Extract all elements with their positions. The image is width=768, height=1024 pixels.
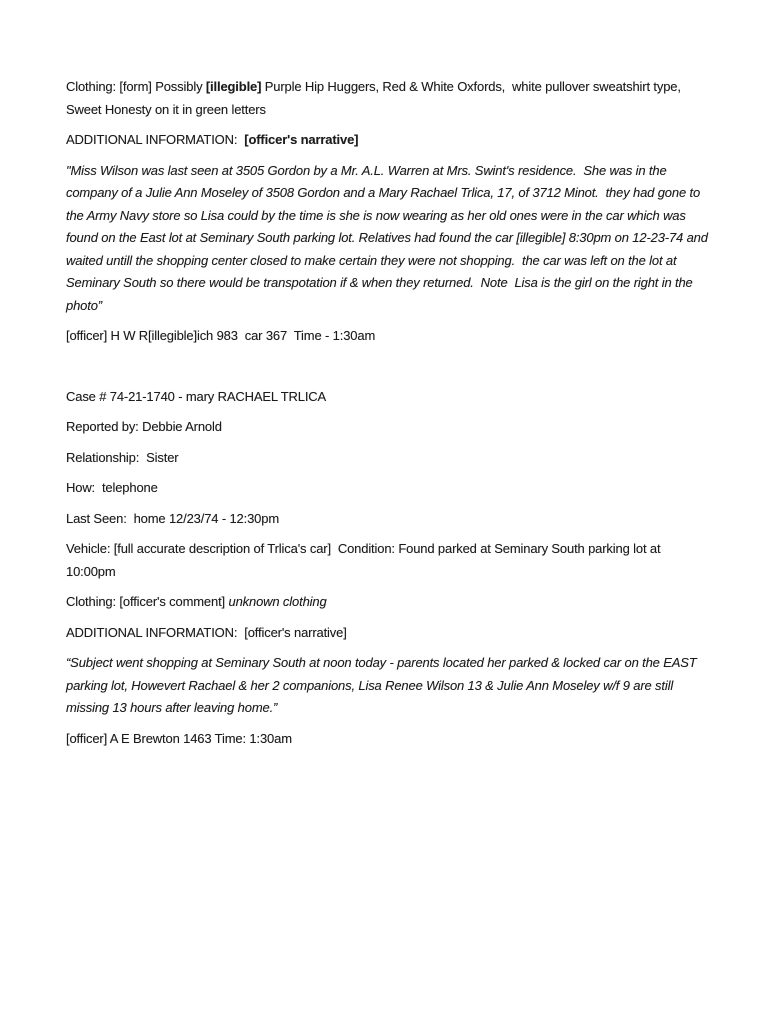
clothing-line-wilson bbox=[66, 76, 711, 121]
reported-by-line: Reported by: Debbie Arnold bbox=[66, 419, 222, 434]
additional-information-label: ADDITIONAL INFORMATION: bbox=[66, 132, 245, 147]
officer-narrative-bracket: [officer's narrative] bbox=[244, 624, 347, 640]
additional-information-heading-trlica bbox=[66, 622, 711, 645]
officer-narrative-wilson: "Miss Wilson was last seen at 3505 Gordon by a Mr. A.L. Warren at Mrs. Swint's residence. She was in the company of a Julie Ann Moseley of 3508 Gordon and a Mary Rachael Trlica, 17, of 3712 Minot. they had gone to the Army Navy store so Lisa could by the time is she is now wearing as her old ones were in the car which was found on the East lot at Seminary South parking lot. Relatives had found the car [illegible] 8:30pm on 12-23-74 and waited untill the shopping center closed to make certain they were not shopping. the car was left on the lot at Seminary South so there would be transpotation if & when they returned. Note Lisa is the girl on the right in the photo” bbox=[66, 162, 712, 313]
clothing-label: Clothing: [officer's comment] bbox=[66, 594, 229, 609]
section-gap bbox=[66, 356, 711, 386]
officer-narrative-trlica: “Subject went shopping at Seminary South at noon today - parents located her parked & locked car on the EAST parking lot, Howevert Rachael & her 2 companions, Lisa Renee Wilson 13 & Julie Ann Moseley w/f 9 are still missing 13 hours after leaving home.” bbox=[66, 655, 701, 715]
vehicle-line: Vehicle: [full accurate description of Trlica's car] Condition: Found parked at Seminary South parking lot at 10:00pm bbox=[66, 541, 664, 579]
clothing-text-rest: Purple Hip Huggers, Red & White Oxfords, white pullover sweatshirt type, Sweet Honesty on it in green letters bbox=[66, 79, 685, 117]
clothing-text: Clothing: [form] Possibly bbox=[66, 79, 206, 94]
additional-information-heading-wilson bbox=[66, 129, 711, 152]
last-seen-line: Last Seen: home 12/23/74 - 12:30pm bbox=[66, 510, 280, 526]
relationship-line: Relationship: Sister bbox=[66, 449, 179, 465]
officer-signature-line-trlica: [officer] A E Brewton 1463 Time: 1:30am bbox=[66, 730, 292, 746]
clothing-line-trlica bbox=[66, 591, 711, 614]
officer-signature-line-wilson: [officer] H W R[illegible]ich 983 car 367 Time - 1:30am bbox=[66, 328, 376, 343]
illegible-marker: [illegible] bbox=[205, 79, 262, 94]
clothing-comment: unknown clothing bbox=[228, 594, 327, 609]
additional-information-label: ADDITIONAL INFORMATION: bbox=[66, 624, 245, 640]
case-number-line: Case # 74-21-1740 - mary RACHAEL TRLICA bbox=[66, 388, 327, 404]
how-line: How: telephone bbox=[66, 480, 158, 495]
officer-narrative-bracket: [officer's narrative] bbox=[244, 132, 359, 147]
